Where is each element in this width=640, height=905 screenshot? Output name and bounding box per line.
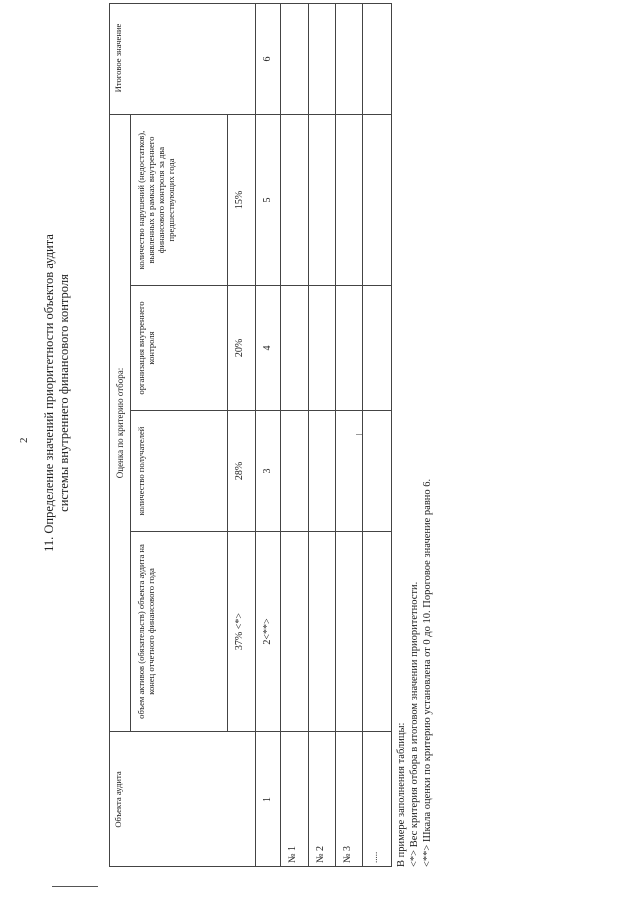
page-number: 2 [18,437,30,443]
table-border-top [109,3,110,867]
priority-table [109,3,392,867]
numbers-line-bottom [280,3,281,867]
criterion-1-header: объем активов (обязательств) объекта аудита на конец отчетного финансового года [136,544,156,719]
weight-1: 37% <*> [234,612,245,651]
col-line-2 [130,531,392,532]
col-number-5: 5 [262,197,273,203]
row-label-2: № 2 [315,845,326,863]
section-title [42,133,72,653]
col-number-2: 2<**> [262,618,273,645]
row-line-1 [308,3,309,867]
note-weight: <*> Вес критерия отбора в итоговом значении приоритетности. [409,581,420,867]
criteria-header-line [130,115,131,732]
criteria-header: Оценка по критерию отбора: [115,367,125,479]
note-scale: <**> Шкала оценки по критерию установлена от 0 до 10. Пороговое значение равно 6. [422,478,433,867]
criterion-4-header: количество нарушений (недостатков), выявленных в рамках внутреннего финансового контроля за два предшествующих года [136,130,176,270]
col-line-1 [109,731,392,732]
criterion-2-header: количество получателей [136,426,146,516]
row-label-3: № 3 [342,845,353,863]
weight-3: 20% [234,338,245,358]
col-line-4 [130,285,392,286]
section-title-line-2: системы внутреннего финансового контроля [57,274,71,512]
row-label-4: ..... [369,851,379,863]
rotated-page [12,13,472,893]
scan-line [52,886,98,887]
col-number-3: 3 [262,468,273,474]
final-value-header: Итоговое значение [113,23,123,93]
row-line-3 [362,3,363,867]
row-label-1: № 1 [287,845,298,863]
table-border-right [109,3,392,4]
col-line-3 [130,410,392,411]
weight-4: 15% [234,190,245,210]
object-header: Объекта аудита [113,771,123,828]
notes-intro: В примере заполнения таблицы: [396,722,407,867]
criterion-3-header: организация внутреннего контроля [136,301,156,395]
col-number-1: 1 [262,797,273,802]
weights-line [227,115,228,732]
col-number-4: 4 [262,345,273,351]
row-line-2 [335,3,336,867]
col-line-5 [109,114,392,115]
table-border-left [109,866,392,867]
col-number-6: 6 [262,56,273,62]
table-notes [395,167,434,867]
table-border-bottom [391,3,392,867]
scan-mark [356,434,362,435]
weight-2: 28% [234,461,245,481]
section-title-line-1: 11. Определение значений приоритетности объектов аудита [42,234,56,552]
numbers-line-top [255,3,256,867]
